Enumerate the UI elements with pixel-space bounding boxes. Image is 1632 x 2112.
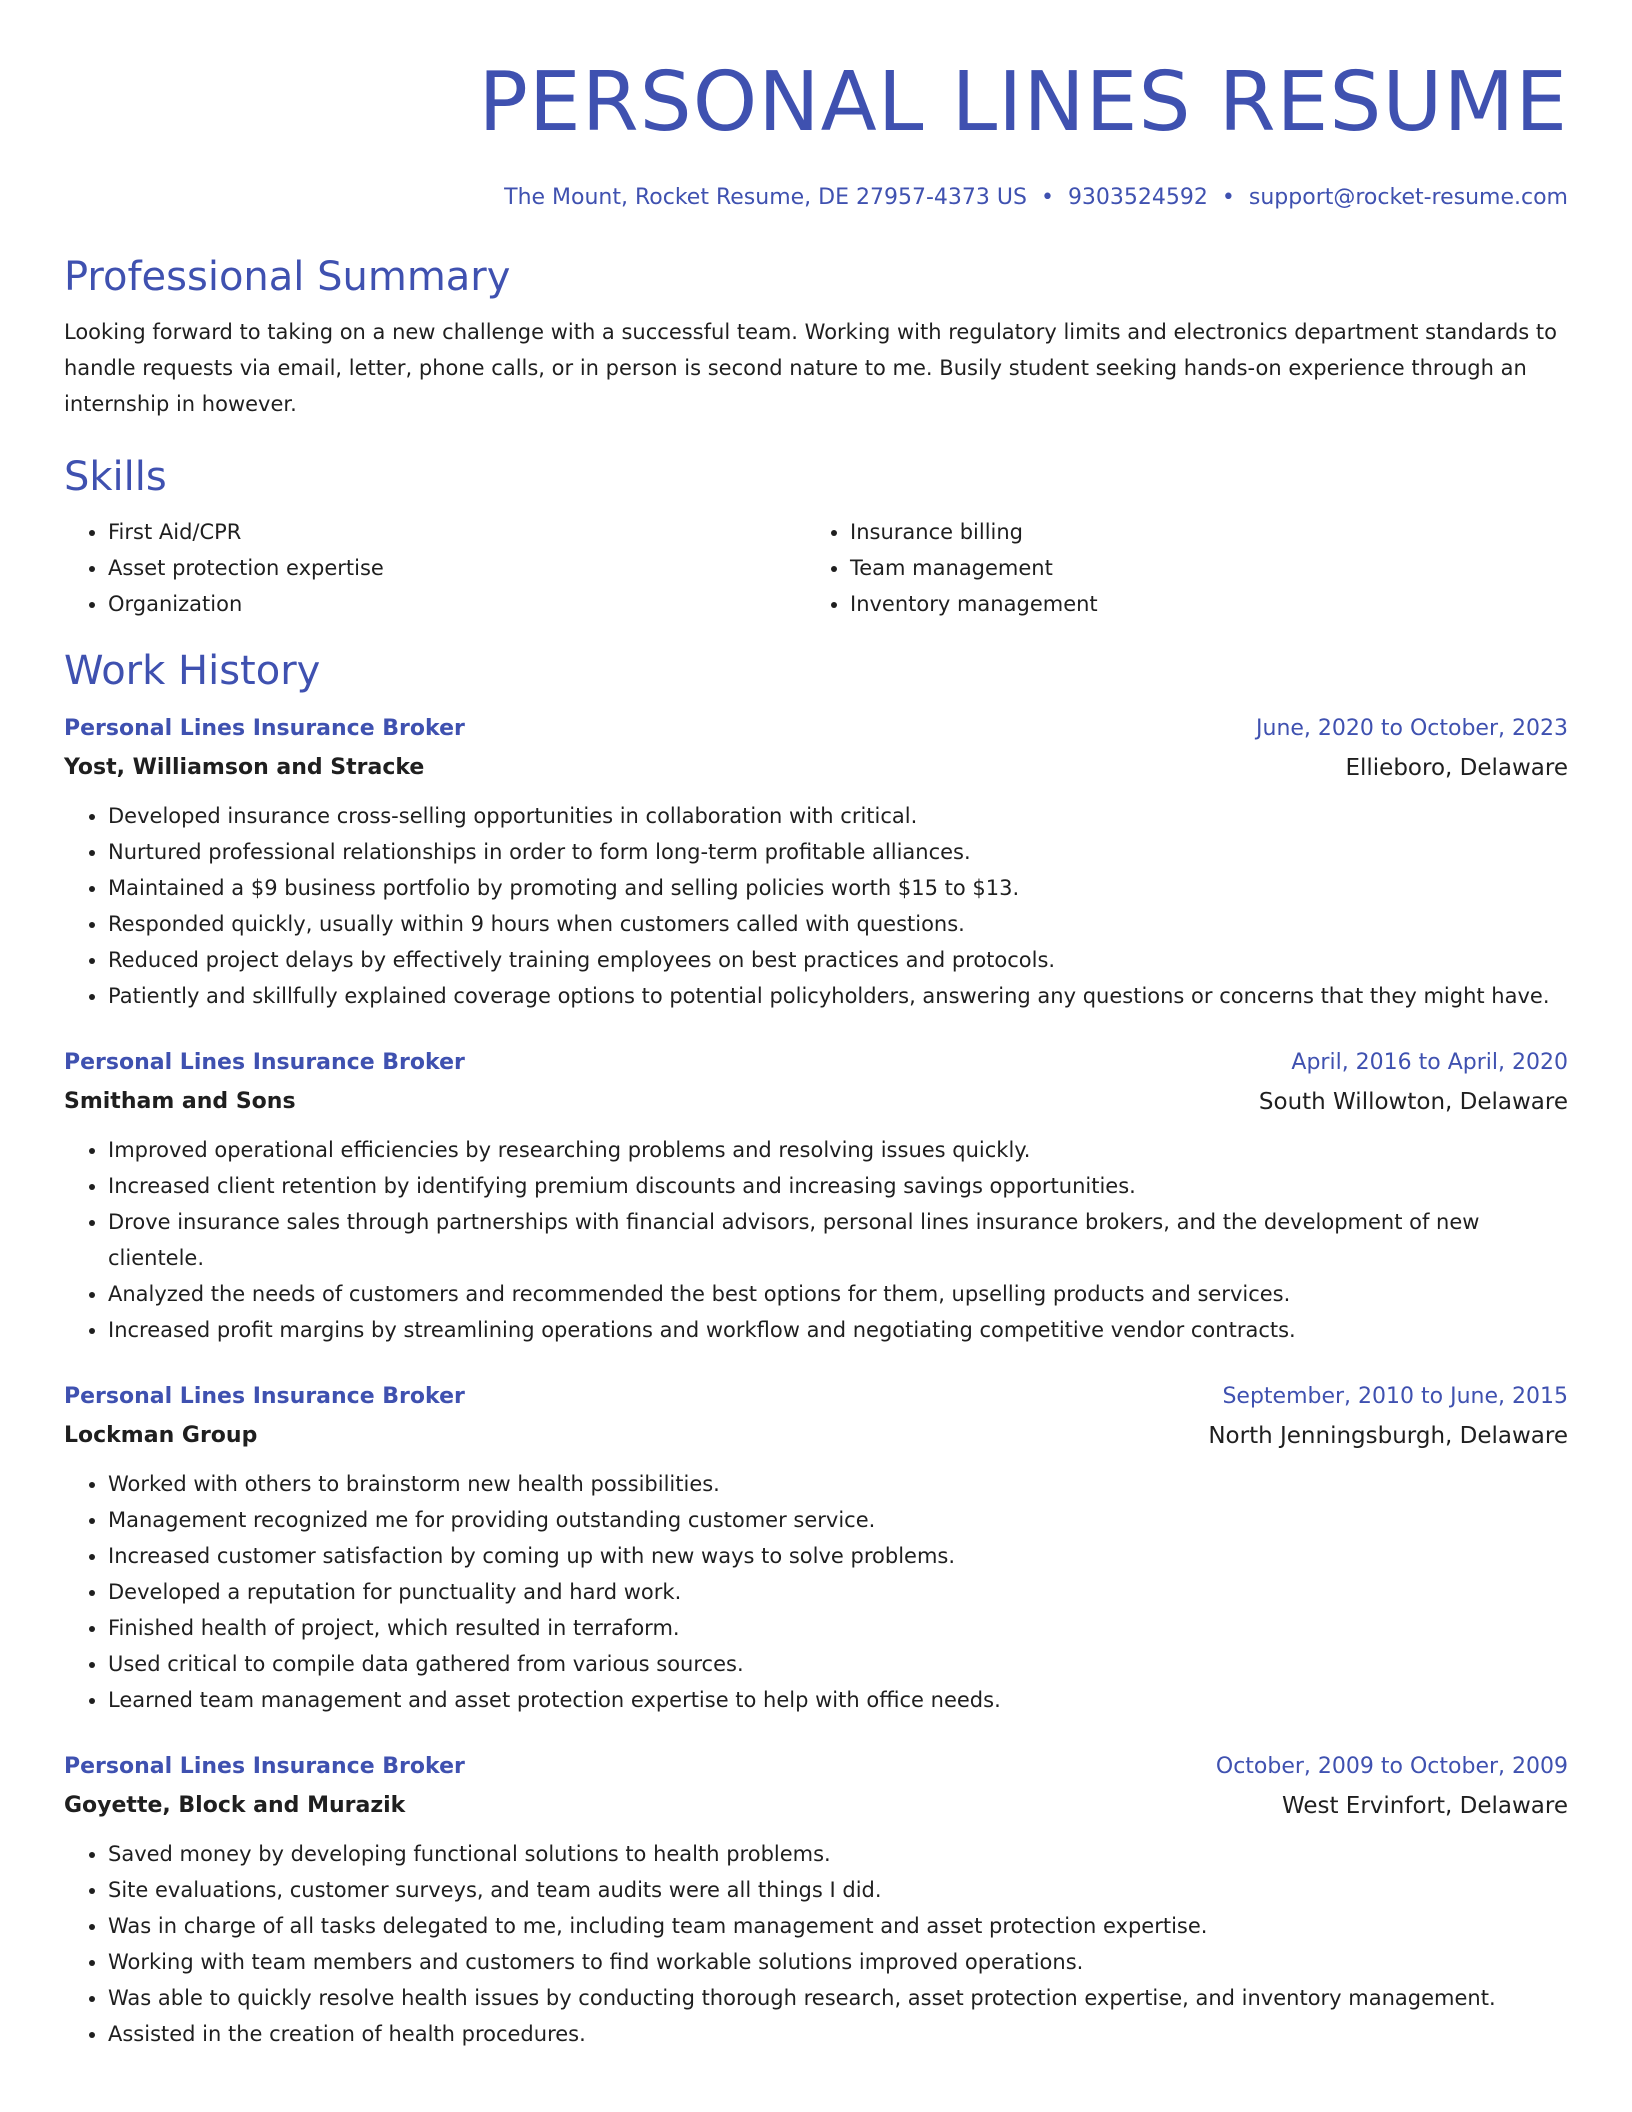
work-history-heading: Work History	[64, 648, 321, 694]
job-title: Personal Lines Insurance Broker	[64, 1384, 465, 1409]
job-bullet: • Increased customer satisfaction by coming up with new ways to solve problems.	[108, 1538, 1568, 1574]
job-bullet: • Was in charge of all tasks delegated to me, including team management and asset protection expertise.	[108, 1908, 1568, 1944]
skill-item: • Asset protection expertise	[108, 550, 806, 586]
skills-column-left	[64, 514, 806, 622]
job-location: Ellieboro, Delaware	[1345, 755, 1568, 781]
job-company: Yost, Williamson and Stracke	[64, 755, 425, 780]
job-dates: September, 2010 to June, 2015	[1222, 1384, 1568, 1409]
job-bullet: • Responded quickly, usually within 9 hours when customers called with questions.	[108, 906, 1568, 942]
job-company-row	[64, 1416, 1568, 1456]
contact-phone: 9303524592	[1067, 185, 1208, 210]
skills-list-right	[806, 514, 1548, 622]
summary-heading: Professional Summary	[64, 254, 511, 300]
job-entry	[64, 1748, 1568, 2052]
job-bullets	[64, 1466, 1568, 1718]
contact-separator: •	[1040, 185, 1054, 210]
job-entry	[64, 1378, 1568, 1718]
job-company-row	[64, 748, 1568, 788]
job-company: Smitham and Sons	[64, 1089, 296, 1114]
contact-line	[64, 182, 1568, 214]
job-bullet: • Working with team members and customers to find workable solutions improved operations.	[108, 1944, 1568, 1980]
resume-title: PERSONAL LINES RESUME	[478, 55, 1568, 150]
skills-heading: Skills	[64, 454, 167, 500]
job-bullet: • Drove insurance sales through partnerships with financial advisors, personal lines insurance brokers, and the development of new clientele.	[108, 1204, 1568, 1276]
skill-item: • Inventory management	[850, 586, 1548, 622]
contact-email[interactable]: support@rocket-resume.com	[1248, 185, 1568, 210]
skills-list-left	[64, 514, 806, 622]
skill-item: • Team management	[850, 550, 1548, 586]
job-bullet: • Assisted in the creation of health procedures.	[108, 2016, 1568, 2052]
job-bullet: • Reduced project delays by effectively training employees on best practices and protocols.	[108, 942, 1568, 978]
job-bullet: • Maintained a $9 business portfolio by promoting and selling policies worth $15 to $13.	[108, 870, 1568, 906]
job-bullet: • Increased profit margins by streamlining operations and workflow and negotiating competitive vendor contracts.	[108, 1312, 1568, 1348]
job-bullet: • Analyzed the needs of customers and recommended the best options for them, upselling products and services.	[108, 1276, 1568, 1312]
job-company-row	[64, 1082, 1568, 1122]
job-location: North Jenningsburgh, Delaware	[1208, 1423, 1568, 1449]
job-dates: June, 2020 to October, 2023	[1256, 716, 1568, 741]
job-bullet: • Was able to quickly resolve health issues by conducting thorough research, asset protection expertise, and inventory management.	[108, 1980, 1568, 2016]
job-bullets	[64, 1132, 1568, 1348]
job-title: Personal Lines Insurance Broker	[64, 1050, 465, 1075]
resume-content	[64, 48, 1568, 2052]
job-bullet: • Site evaluations, customer surveys, and team audits were all things I did.	[108, 1872, 1568, 1908]
job-header-row	[64, 710, 1568, 748]
job-bullets	[64, 798, 1568, 1014]
job-dates: October, 2009 to October, 2009	[1215, 1754, 1568, 1779]
job-bullet: • Finished health of project, which resulted in terraform.	[108, 1610, 1568, 1646]
job-location: South Willowton, Delaware	[1258, 1089, 1568, 1115]
job-header-row	[64, 1044, 1568, 1082]
job-bullet: • Developed insurance cross-selling opportunities in collaboration with critical.	[108, 798, 1568, 834]
job-bullet: • Developed a reputation for punctuality and hard work.	[108, 1574, 1568, 1610]
skill-item: • Insurance billing	[850, 514, 1548, 550]
job-company: Lockman Group	[64, 1423, 258, 1448]
job-dates: April, 2016 to April, 2020	[1291, 1050, 1568, 1075]
job-entry	[64, 1044, 1568, 1348]
job-bullet: • Nurtured professional relationships in order to form long-term profitable alliances.	[108, 834, 1568, 870]
job-header-row	[64, 1748, 1568, 1786]
job-company-row	[64, 1786, 1568, 1826]
job-header-row	[64, 1378, 1568, 1416]
job-bullet: • Improved operational efficiencies by researching problems and resolving issues quickly.	[108, 1132, 1568, 1168]
job-bullet: • Saved money by developing functional solutions to health problems.	[108, 1836, 1568, 1872]
job-bullets	[64, 1836, 1568, 2052]
summary-text: Looking forward to taking on a new challenge with a successful team. Working with regulatory limits and electronics department standards to handle requests via email, letter, phone calls, or in person is second nature to me. Busily student seeking hands-on experience through an internship in however.	[64, 320, 1557, 416]
job-title: Personal Lines Insurance Broker	[64, 716, 465, 741]
job-bullet: • Worked with others to brainstorm new health possibilities.	[108, 1466, 1568, 1502]
skill-item: • First Aid/CPR	[108, 514, 806, 550]
contact-address: The Mount, Rocket Resume, DE 27957-4373 US	[504, 185, 1027, 210]
contact-separator: •	[1221, 185, 1235, 210]
job-bullet: • Patiently and skillfully explained coverage options to potential policyholders, answering any questions or concerns that they might have.	[108, 978, 1568, 1014]
job-location: West Ervinfort, Delaware	[1281, 1793, 1568, 1819]
job-title: Personal Lines Insurance Broker	[64, 1754, 465, 1779]
skills-column-right	[806, 514, 1548, 622]
job-entry	[64, 710, 1568, 1014]
job-bullet: • Management recognized me for providing outstanding customer service.	[108, 1502, 1568, 1538]
skill-item: • Organization	[108, 586, 806, 622]
job-bullet: • Used critical to compile data gathered from various sources.	[108, 1646, 1568, 1682]
job-bullet: • Increased client retention by identifying premium discounts and increasing savings opportunities.	[108, 1168, 1568, 1204]
job-bullet: • Learned team management and asset protection expertise to help with office needs.	[108, 1682, 1568, 1718]
skills-grid	[64, 514, 1568, 622]
job-company: Goyette, Block and Murazik	[64, 1793, 406, 1818]
